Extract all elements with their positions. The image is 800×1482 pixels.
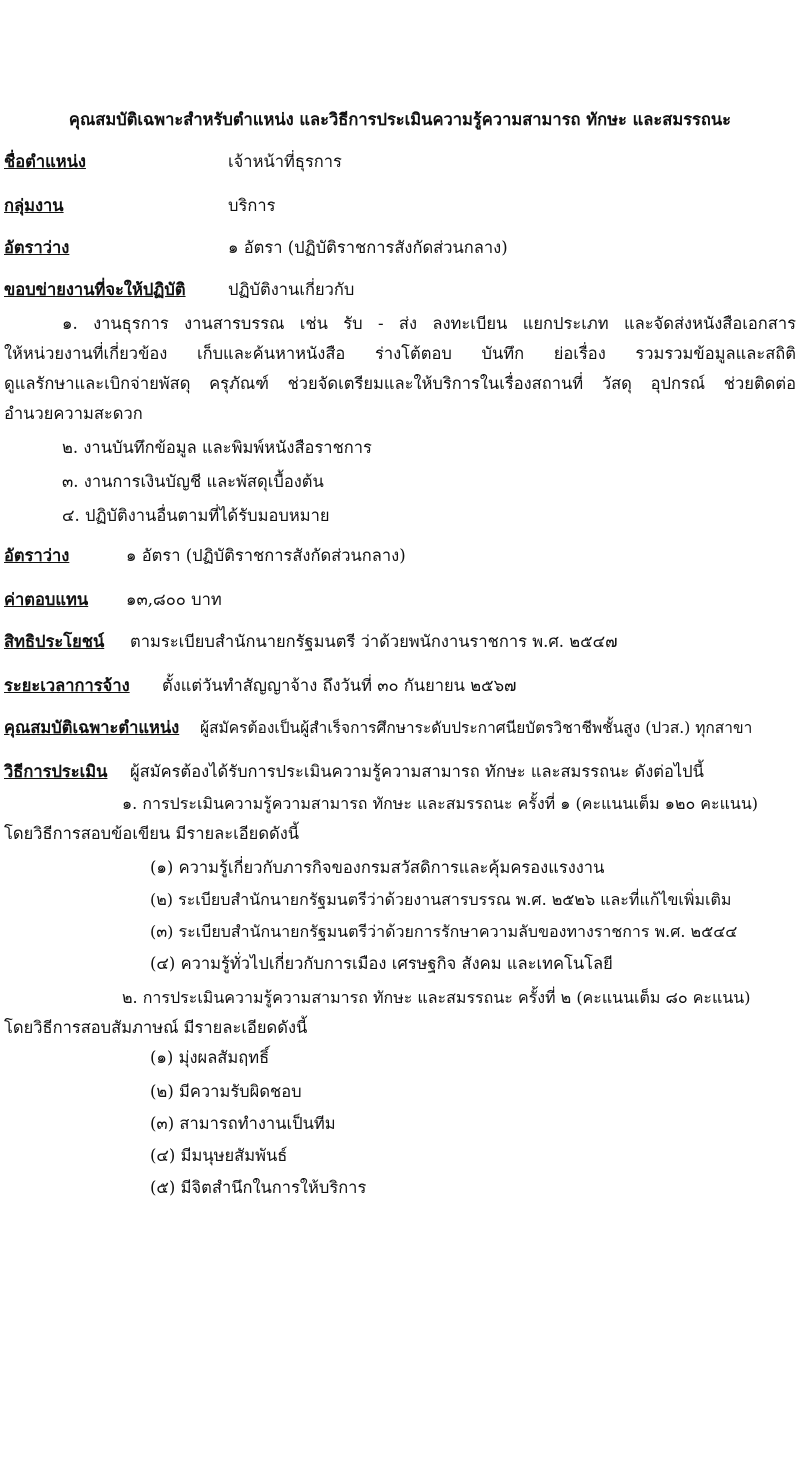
round2-item: (๒) มีความรับผิดชอบ: [150, 1082, 302, 1101]
compensation-label: ค่าตอบแทน: [4, 590, 89, 609]
scope-item2: ๒. งานบันทึกข้อมูล และพิมพ์หนังสือราชการ: [62, 438, 372, 457]
evaluation-round1-heading: ๑. การประเมินความรู้ความสามารถ ทักษะ และสมรรถนะ ครั้งที่ ๑ (คะแนนเต็ม ๑๒๐ คะแนน): [122, 794, 759, 813]
evaluation-round2-heading: ๒. การประเมินความรู้ความสามารถ ทักษะ และสมรรถนะ ครั้งที่ ๒ (คะแนนเต็ม ๘๐ คะแนน): [122, 988, 751, 1007]
period-label: ระยะเวลาการจ้าง: [4, 676, 130, 695]
round1-item: (๑) ความรู้เกี่ยวกับภารกิจของกรมสวัสดิการและคุ้มครองแรงงาน: [150, 858, 605, 877]
qualification-value: ผู้สมัครต้องเป็นผู้สำเร็จการศึกษาระดับประกาศนียบัตรวิชาชีพชั้นสูง (ปวส.) ทุกสาขา: [200, 719, 753, 737]
scope-item3: ๓. งานการเงินบัญชี และพัสดุเบื้องต้น: [62, 472, 324, 491]
scope-item1-line: ให้หน่วยงานที่เกี่ยวข้อง เก็บและค้นหาหนังสือ ร่างโต้ตอบ บันทึก ย่อเรื่อง รวมรวมข้อมูลและสถิติ: [4, 344, 796, 363]
evaluation-label: วิธีการประเมิน: [4, 762, 108, 781]
scope-item1-line: อำนวยความสะดวก: [4, 404, 143, 423]
document-title: คุณสมบัติเฉพาะสำหรับตำแหน่ง และวิธีการประเมินความรู้ความสามารถ ทักษะ และสมรรถนะ: [68, 110, 732, 129]
scope-item1-line: ๑. งานธุรการ งานสารบรรณ เช่น รับ - ส่ง ลงทะเบียน แยกประเภท และจัดส่งหนังสือเอกสาร: [62, 314, 796, 333]
scope-item4: ๔. ปฏิบัติงานอื่นตามที่ได้รับมอบหมาย: [62, 506, 330, 525]
round2-item: (๕) มีจิตสำนึกในการให้บริการ: [150, 1178, 367, 1197]
scope-value: ปฏิบัติงานเกี่ยวกับ: [228, 280, 355, 299]
scope-item1-line: ดูแลรักษาและเบิกจ่ายพัสดุ ครุภัณฑ์ ช่วยจัดเตรียมและให้บริการในเรื่องสถานที่ วัสดุ อุปกรณ์ ช่วยติดต่อ: [4, 374, 796, 393]
round2-item: (๔) มีมนุษยสัมพันธ์: [150, 1146, 288, 1165]
period-value: ตั้งแต่วันทำสัญญาจ้าง ถึงวันที่ ๓๐ กันยายน ๒๕๖๗: [162, 676, 517, 695]
vacancy2-value: ๑ อัตรา (ปฏิบัติราชการสังกัดส่วนกลาง): [126, 546, 406, 565]
compensation-value: ๑๓,๘๐๐ บาท: [126, 590, 222, 609]
round2-item: (๑) มุ่งผลสัมฤทธิ์: [150, 1048, 270, 1067]
round1-item: (๓) ระเบียบสำนักนายกรัฐมนตรีว่าด้วยการรักษาความลับของทางราชการ พ.ศ. ๒๕๔๔: [150, 922, 738, 941]
group-label: กลุ่มงาน: [4, 196, 64, 215]
evaluation-value: ผู้สมัครต้องได้รับการประเมินความรู้ความสามารถ ทักษะ และสมรรถนะ ดังต่อไปนี้: [130, 762, 704, 781]
vacancy-value: ๑ อัตรา (ปฏิบัติราชการสังกัดส่วนกลาง): [228, 238, 508, 257]
scope-label: ขอบข่ายงานที่จะให้ปฏิบัติ: [4, 280, 186, 299]
qualification-label: คุณสมบัติเฉพาะตำแหน่ง: [4, 718, 180, 737]
benefits-label: สิทธิประโยชน์: [4, 632, 105, 651]
round1-item: (๔) ความรู้ทั่วไปเกี่ยวกับการเมือง เศรษฐกิจ สังคม และเทคโนโลยี: [150, 954, 613, 973]
benefits-value: ตามระเบียบสำนักนายกรัฐมนตรี ว่าด้วยพนักงานราชการ พ.ศ. ๒๕๔๗: [130, 632, 618, 651]
group-value: บริการ: [228, 196, 276, 215]
round1-item: (๒) ระเบียบสำนักนายกรัฐมนตรีว่าด้วยงานสารบรรณ พ.ศ. ๒๕๒๖ และที่แก้ไขเพิ่มเติม: [150, 890, 732, 909]
vacancy-label: อัตราว่าง: [4, 238, 70, 257]
position-value: เจ้าหน้าที่ธุรการ: [228, 152, 342, 171]
vacancy2-label: อัตราว่าง: [4, 546, 70, 565]
round2-item: (๓) สามารถทำงานเป็นทีม: [150, 1114, 336, 1133]
position-label: ชื่อตำแหน่ง: [4, 152, 86, 171]
evaluation-round1-method: โดยวิธีการสอบข้อเขียน มีรายละเอียดดังนี้: [4, 824, 300, 843]
evaluation-round2-method: โดยวิธีการสอบสัมภาษณ์ มีรายละเอียดดังนี้: [4, 1018, 308, 1037]
